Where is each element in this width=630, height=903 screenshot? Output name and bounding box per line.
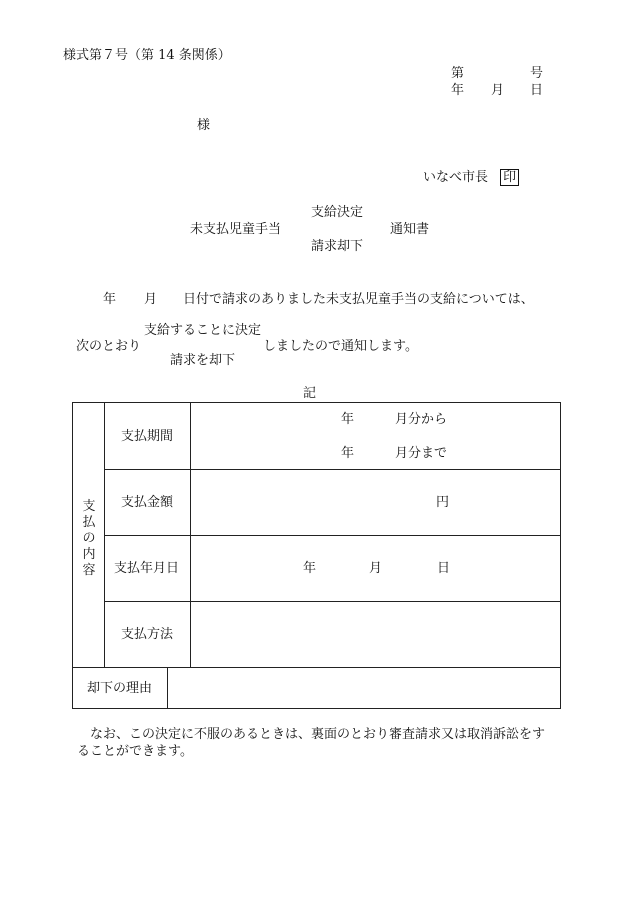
payment-method-label: 支払方法 bbox=[121, 627, 174, 642]
date-year-label: 年 bbox=[451, 83, 465, 98]
document-title: 未支払児童手当 bbox=[190, 222, 282, 237]
payment-amount-label: 支払金額 bbox=[121, 495, 174, 510]
rejection-reason-label: 却下の理由 bbox=[87, 681, 153, 696]
form-number: 様式第７号（第 14 条関係） bbox=[63, 48, 231, 63]
date-month-label: 月 bbox=[491, 83, 505, 98]
amount-unit: 円 bbox=[436, 495, 450, 510]
title-option-reject: 請求却下 bbox=[311, 239, 364, 254]
period-to-year: 年 bbox=[341, 446, 355, 461]
table-divider bbox=[104, 601, 560, 602]
payment-period-label: 支払期間 bbox=[121, 429, 174, 444]
title-option-approve: 支給決定 bbox=[311, 205, 364, 220]
period-from-year: 年 bbox=[341, 412, 355, 427]
official-seal: 印 bbox=[500, 169, 519, 186]
table-divider bbox=[104, 469, 560, 470]
body-option-approve: 支給することに決定 bbox=[144, 323, 262, 338]
ki-marker: 記 bbox=[303, 386, 317, 401]
appeal-note-line2: ることができます。 bbox=[77, 744, 193, 759]
payment-date-month: 月 bbox=[369, 561, 383, 576]
issue-number-prefix: 第 bbox=[451, 66, 465, 81]
issue-number-suffix: 号 bbox=[530, 66, 544, 81]
body-option-reject: 請求を却下 bbox=[170, 353, 236, 368]
table-divider bbox=[73, 667, 560, 668]
period-to-month: 月分まで bbox=[395, 446, 448, 461]
payment-details-table bbox=[72, 402, 561, 709]
date-day-label: 日 bbox=[530, 83, 544, 98]
body-month: 月 bbox=[144, 292, 158, 307]
table-divider bbox=[167, 667, 168, 708]
title-suffix: 通知書 bbox=[390, 222, 430, 237]
table-divider bbox=[104, 535, 560, 536]
body-line2-prefix: 次のとおり bbox=[76, 339, 142, 354]
payment-date-day: 日 bbox=[437, 561, 451, 576]
appeal-note-line1: なお、この決定に不服のあるときは、裏面のとおり審査請求又は取消訴訟をす bbox=[90, 727, 546, 742]
body-year: 年 bbox=[103, 292, 117, 307]
payment-content-group-label: 支払の内容 bbox=[82, 499, 96, 578]
body-line1: 日付で請求のありました未支払児童手当の支給については、 bbox=[183, 292, 534, 307]
payment-date-label: 支払年月日 bbox=[114, 561, 180, 576]
payment-date-year: 年 bbox=[303, 561, 317, 576]
issuer-block bbox=[423, 170, 519, 185]
recipient-suffix: 様 bbox=[197, 118, 211, 133]
issuer-name: いなべ市長 bbox=[423, 170, 489, 185]
body-line2-suffix: しましたので通知します。 bbox=[263, 339, 418, 354]
period-from-month: 月分から bbox=[395, 412, 448, 427]
